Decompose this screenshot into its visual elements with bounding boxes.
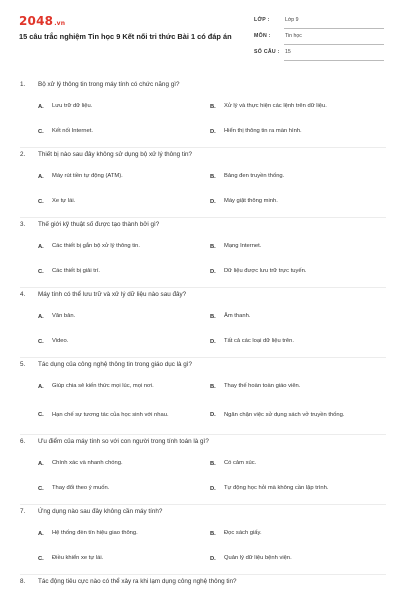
option-row: [20, 476, 386, 501]
question-text: Ứng dụng nào sau đây không cần máy tính?: [38, 508, 163, 515]
option-a[interactable]: [38, 304, 208, 329]
option-row: [20, 259, 386, 284]
question-header: [20, 148, 386, 164]
question-header: [20, 358, 386, 374]
question-text: Tác dụng của công nghệ thông tin trong giáo dục là gì?: [38, 361, 193, 368]
option-text: Điều khiển xe tự lái.: [52, 555, 104, 561]
logo-main: 2048: [19, 14, 54, 28]
option-row: [20, 164, 386, 189]
option-letter: A.: [38, 383, 44, 390]
option-d[interactable]: [210, 259, 385, 284]
option-text: Có cảm xúc.: [224, 460, 257, 466]
option-letter: B.: [210, 530, 216, 537]
option-text: Thay thế hoàn toàn giáo viên.: [224, 383, 301, 389]
meta-value: Tin học: [284, 30, 384, 45]
option-a[interactable]: [38, 451, 208, 476]
meta-label: SỐ CÂU :: [254, 49, 280, 55]
option-letter: A.: [38, 313, 44, 320]
document-title: 15 câu trắc nghiệm Tin học 9 Kết nối tri thức Bài 1 có đáp án: [19, 32, 232, 41]
question-4: [0, 288, 400, 358]
option-text: Xe tự lái.: [52, 198, 76, 204]
meta-label: MÔN :: [254, 33, 271, 39]
option-letter: A.: [38, 460, 44, 467]
meta-row-subject: [254, 30, 384, 46]
question-number: 6.: [20, 438, 26, 445]
option-letter: D.: [210, 198, 216, 205]
question-2: [0, 148, 400, 218]
option-b[interactable]: [210, 374, 385, 399]
option-letter: C.: [38, 338, 44, 345]
option-row: [20, 119, 386, 144]
option-d[interactable]: [210, 329, 385, 354]
option-text: Máy giặt thông minh.: [224, 198, 278, 204]
option-b[interactable]: [210, 94, 385, 119]
option-letter: B.: [210, 383, 216, 390]
option-text: Chính xác và nhanh chóng.: [52, 460, 123, 466]
option-letter: A.: [38, 103, 44, 110]
option-letter: C.: [38, 268, 44, 275]
option-text: Các thiết bị giải trí.: [52, 268, 101, 274]
question-header: [20, 435, 386, 451]
option-row: [20, 399, 386, 431]
meta-value: 15: [284, 46, 384, 61]
question-number: 4.: [20, 291, 26, 298]
option-letter: D.: [210, 268, 216, 275]
question-7: [0, 505, 400, 575]
site-logo[interactable]: [19, 14, 65, 28]
option-a[interactable]: [38, 374, 208, 399]
question-header: [20, 218, 386, 234]
option-c[interactable]: [38, 399, 208, 431]
logo-sub: .vn: [54, 20, 66, 27]
option-text: Kết nối Internet.: [52, 128, 93, 134]
question-5: [0, 358, 400, 435]
option-c[interactable]: [38, 329, 208, 354]
question-text: Tác động tiêu cực nào có thể xảy ra khi lạm dụng công nghệ thông tin?: [38, 578, 237, 585]
question-number: 7.: [20, 508, 26, 515]
option-text: Quản lý dữ liệu bệnh viện.: [224, 555, 292, 561]
option-d[interactable]: [210, 399, 385, 431]
option-c[interactable]: [38, 259, 208, 284]
option-letter: A.: [38, 173, 44, 180]
option-row: [20, 94, 386, 119]
option-letter: C.: [38, 485, 44, 492]
option-text: Mạng Internet.: [224, 243, 262, 249]
option-a[interactable]: [38, 521, 208, 546]
option-letter: B.: [210, 103, 216, 110]
option-text: Tự động học hỏi mà không cần lập trình.: [224, 485, 329, 491]
question-header: [20, 288, 386, 304]
option-letter: B.: [210, 173, 216, 180]
option-letter: B.: [210, 313, 216, 320]
option-d[interactable]: [210, 119, 385, 144]
option-text: Ngăn chặn việc sử dụng sách vở truyền thống.: [224, 411, 345, 418]
option-c[interactable]: [38, 546, 208, 571]
option-a[interactable]: [38, 94, 208, 119]
question-3: [0, 218, 400, 288]
option-letter: A.: [38, 530, 44, 537]
option-text: Video.: [52, 338, 69, 344]
header: [0, 0, 400, 70]
meta-value: Lớp 9: [284, 14, 384, 29]
question-number: 3.: [20, 221, 26, 228]
option-row: [20, 304, 386, 329]
question-text: Ưu điểm của máy tính so với con người trong tính toán là gì?: [38, 438, 209, 445]
option-d[interactable]: [210, 476, 385, 501]
question-number: 8.: [20, 578, 26, 585]
option-letter: D.: [210, 412, 216, 418]
option-d[interactable]: [210, 546, 385, 571]
option-text: Các thiết bị gắn bộ xử lý thông tin.: [52, 243, 140, 249]
option-text: Dữ liệu được lưu trữ trực tuyến.: [224, 268, 307, 274]
option-letter: D.: [210, 555, 216, 562]
option-b[interactable]: [210, 164, 385, 189]
option-letter: B.: [210, 460, 216, 467]
question-number: 2.: [20, 151, 26, 158]
option-row: [20, 374, 386, 399]
option-text: Tất cả các loại dữ liệu trên.: [224, 338, 294, 344]
option-letter: A.: [38, 243, 44, 250]
question-text: Bộ xử lý thông tin trong máy tính có chức năng gì?: [38, 81, 180, 88]
option-a[interactable]: [38, 164, 208, 189]
option-text: Văn bản.: [52, 313, 76, 319]
option-row: [20, 546, 386, 571]
meta-label: LỚP :: [254, 17, 270, 23]
question-header: [20, 78, 386, 94]
question-text: Thiết bị nào sau đây không sử dụng bộ xử lý thông tin?: [38, 151, 193, 158]
meta-row-count: [254, 46, 384, 62]
option-row: [20, 234, 386, 259]
question-text: Thế giới kỹ thuật số được tạo thành bởi gì?: [38, 221, 160, 228]
question-1: [0, 78, 400, 148]
option-letter: C.: [38, 412, 44, 418]
option-row: [20, 329, 386, 354]
option-d[interactable]: [210, 189, 385, 214]
option-letter: C.: [38, 555, 44, 562]
option-text: Xử lý và thực hiện các lệnh trên dữ liệu.: [224, 103, 327, 109]
question-number: 5.: [20, 361, 26, 368]
option-row: [20, 189, 386, 214]
option-b[interactable]: [210, 521, 385, 546]
option-row: [20, 451, 386, 476]
option-letter: C.: [38, 198, 44, 205]
question-header: [20, 505, 386, 521]
option-letter: D.: [210, 485, 216, 492]
option-a[interactable]: [38, 234, 208, 259]
question-text: Máy tính có thể lưu trữ và xử lý dữ liệu nào sau đây?: [38, 291, 187, 298]
document-meta: [254, 14, 384, 62]
question-6: [0, 435, 400, 505]
option-text: Máy rút tiền tự động (ATM).: [52, 173, 123, 179]
question-header: [20, 575, 386, 591]
option-text: Lưu trữ dữ liệu.: [52, 103, 93, 109]
option-text: Bảng đen truyền thống.: [224, 173, 285, 179]
option-b[interactable]: [210, 234, 385, 259]
question-list: [0, 78, 400, 591]
option-letter: B.: [210, 243, 216, 250]
option-letter: D.: [210, 338, 216, 345]
option-text: Hệ thống đèn tín hiệu giao thông.: [52, 530, 138, 536]
option-b[interactable]: [210, 304, 385, 329]
option-text: Đọc sách giấy.: [224, 530, 262, 536]
option-text: Thay đổi theo ý muốn.: [52, 485, 110, 491]
option-b[interactable]: [210, 451, 385, 476]
option-c[interactable]: [38, 189, 208, 214]
option-letter: C.: [38, 128, 44, 135]
option-text: Hiển thị thông tin ra màn hình.: [224, 128, 302, 134]
option-c[interactable]: [38, 476, 208, 501]
question-number: 1.: [20, 81, 26, 88]
option-letter: D.: [210, 128, 216, 135]
meta-row-grade: [254, 14, 384, 30]
question-8: [0, 575, 400, 591]
option-row: [20, 521, 386, 546]
option-text: Hạn chế sự tương tác của học sinh với nhau.: [52, 411, 169, 418]
option-c[interactable]: [38, 119, 208, 144]
option-text: Âm thanh.: [224, 313, 251, 319]
option-text: Giúp chia sẻ kiến thức mọi lúc, mọi nơi.: [52, 383, 154, 389]
